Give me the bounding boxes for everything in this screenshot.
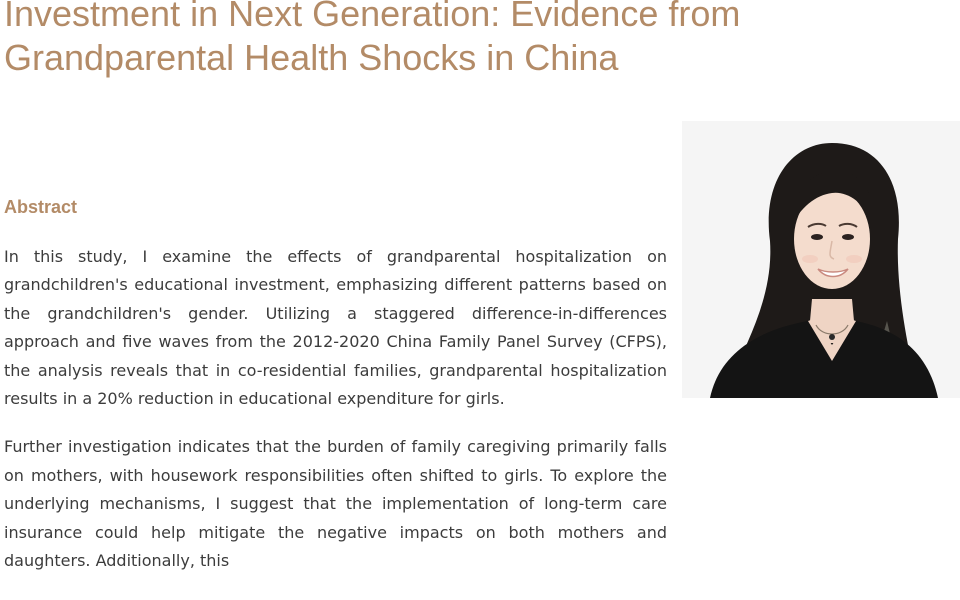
abstract-paragraph-2: Further investigation indicates that the burden of family caregiving primarily falls on mothers, with housework responsibilities often shifted to girls. To explore the underlying mechanisms, I suggest that the implementation of long-term care insurance could help mitigate the negative impacts on both mothers and daughters. Additionally, this xyxy=(4,437,667,571)
abstract-body xyxy=(4,243,667,595)
author-portrait xyxy=(682,121,960,398)
page-title: Investment in Next Generation: Evidence from Grandparental Health Shocks in China xyxy=(4,0,741,78)
abstract-paragraph-1: In this study, I examine the effects of grandparental hospitalization on grandchildren's educational investment, emphasizing different patterns based on the grandchildren's gender. Utilizing a staggered difference-in-differences approach and five waves from the 2012-2020 China Family Panel Survey (CFPS), the analysis reveals that in co-residential families, grandparental hospitalization results in a 20% reduction in educational expenditure for girls. xyxy=(4,247,667,409)
abstract-heading: Abstract xyxy=(4,197,78,217)
author-portrait-illustration xyxy=(682,121,960,398)
